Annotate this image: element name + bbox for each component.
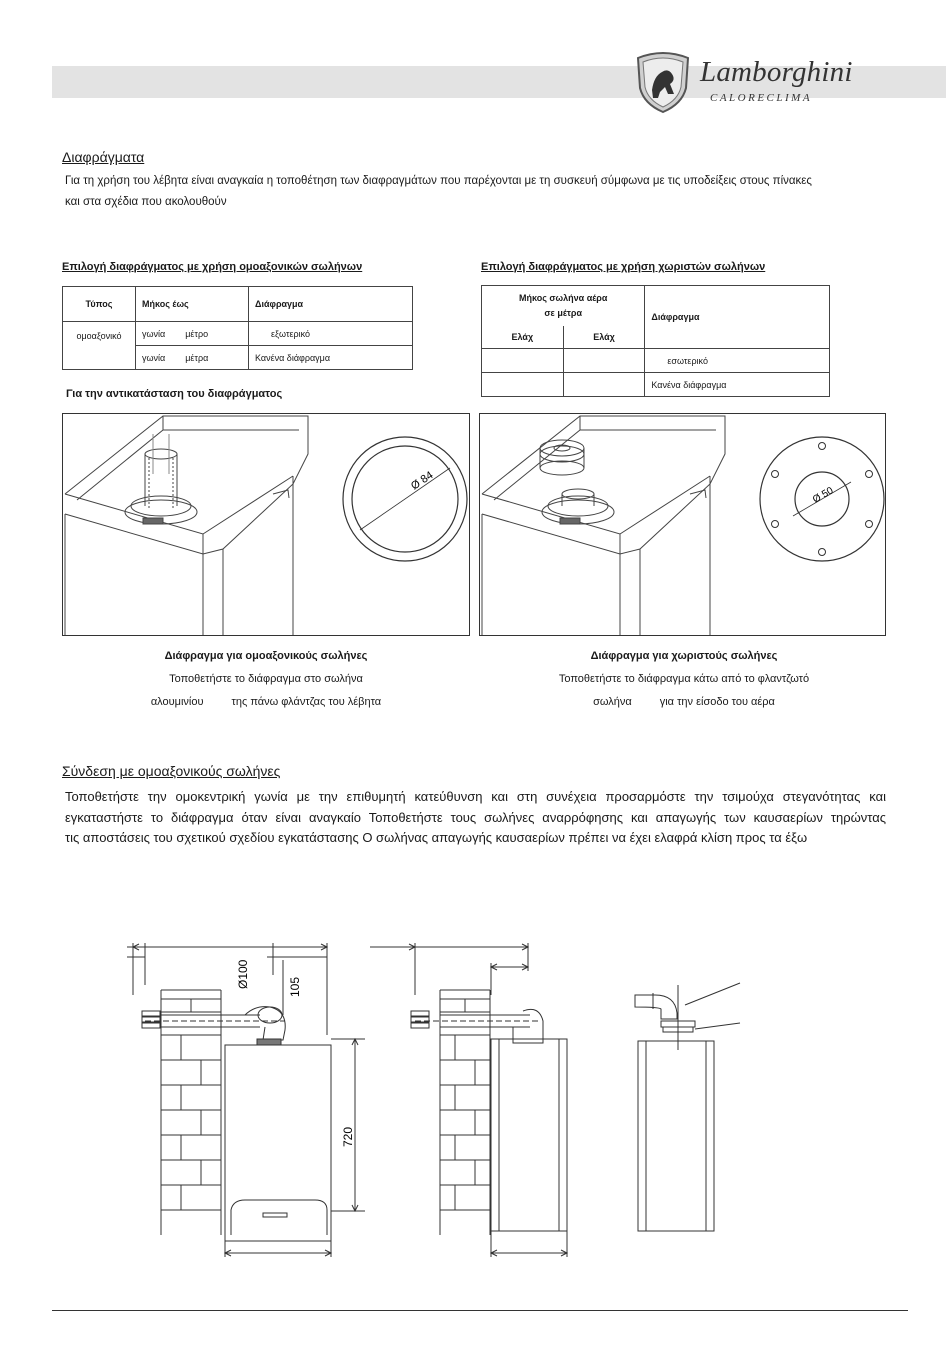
header-diaphragm: Διάφραγμα	[249, 287, 413, 322]
min-cell	[482, 373, 564, 397]
section-intro-text	[65, 171, 905, 213]
min-cell	[482, 349, 564, 373]
brand-wordmark: Lamborghini	[700, 56, 853, 88]
coaxial-connection-text	[65, 787, 886, 849]
header-min-1: Ελάχ	[482, 326, 564, 349]
brand-logo	[632, 50, 882, 114]
table-row	[482, 349, 830, 373]
connection-line-1: Τοποθετήστε την ομοκεντρική γωνία με την επιθυμητή κατεύθυνση και στη συνέχεια προσαρμόστε την τσιμούχα στεγανότητας και	[65, 789, 886, 804]
boiler-height-label: 720	[341, 1126, 355, 1147]
header-air-length	[482, 286, 645, 327]
flue-diameter-label: Ø100	[236, 959, 250, 989]
caption-line	[479, 691, 889, 714]
connection-line-2: εγκαταστήστε το διάφραγμα όταν είναι αναγκαίο Τοποθετήστε τους σωλήνες αναρρόφησης και απαγωγής των καυσαερίων τηρώντας	[65, 809, 886, 825]
separate-figure-caption	[479, 645, 889, 714]
diameter-label-84: Ø 84	[408, 469, 436, 493]
length-cell	[136, 346, 249, 370]
header-diaphragm: Διάφραγμα	[645, 286, 830, 349]
table-row	[482, 373, 830, 397]
caption-line: Τοποθετήστε το διάφραγμα κάτω από το φλαντζωτό	[558, 673, 810, 685]
caption-fragment: σωλήνα	[593, 696, 632, 708]
elbow-label: γωνία	[142, 328, 166, 339]
coaxial-table-title: Επιλογή διαφράγματος με χρήση ομοαξονικών σωλήνων	[62, 261, 363, 273]
separate-table-title: Επιλογή διαφράγματος με χρήση χωριστών σωλήνων	[481, 261, 766, 273]
header-air-length-line1: Μήκος σωλήνα αέρα	[519, 293, 608, 303]
diaphragm-cell: εσωτερικό	[645, 349, 830, 373]
diaphragm-cell: Κανένα διάφραγμα	[645, 373, 830, 397]
caption-fragment: για την είσοδο του αέρα	[659, 696, 775, 708]
elbow-label: γωνία	[142, 352, 166, 363]
footer-divider	[52, 1310, 908, 1311]
header-type: Τύπος	[63, 287, 136, 322]
header-min-2: Ελάχ	[563, 326, 645, 349]
min-cell	[563, 349, 645, 373]
replacement-title: Για την αντικατάσταση του διαφράγματος	[66, 388, 283, 400]
caption-line	[62, 691, 470, 714]
diaphragm-disc-50	[757, 434, 886, 564]
intro-line-1: Για τη χρήση του λέβητα είναι αναγκαία η τοποθέτηση των διαφραγμάτων που παρέχονται με τη συσκευή σύμφωνα με τις υποδείξεις στους πίνακες	[65, 175, 812, 187]
length-cell	[136, 322, 249, 346]
intro-line-2: και στα σχέδια που ακολουθούν	[65, 196, 227, 208]
separate-diaphragm-table	[481, 285, 830, 397]
caption-line: Τοποθετήστε το διάφραγμα στο σωλήνα	[169, 673, 363, 685]
diaphragm-cell: Κανένα διάφραγμα	[249, 346, 413, 370]
side-view-drawing	[370, 943, 567, 1257]
table-row	[63, 322, 413, 346]
separate-diaphragm-figure	[479, 413, 886, 636]
diaphragm-ring-84	[340, 434, 470, 564]
axis-height-label: 105	[288, 976, 302, 997]
section-title-coaxial-connection: Σύνδεση με ομοαξονικούς σωλήνες	[62, 763, 281, 779]
caption-title-text: Διάφραγμα για ομοαξονικούς σωλήνες	[164, 650, 368, 662]
header-length: Μήκος έως	[136, 287, 249, 322]
min-cell	[563, 373, 645, 397]
separate-flue-view-drawing	[635, 983, 740, 1231]
type-value: ομοαξονικό	[63, 322, 136, 370]
coaxial-diaphragm-figure	[62, 413, 470, 636]
brand-subtitle: CALORECLIMA	[710, 92, 813, 104]
front-view-drawing	[127, 943, 365, 1257]
coaxial-figure-caption	[62, 645, 470, 714]
installation-drawings	[115, 935, 775, 1265]
caption-fragment: αλουμινίου	[150, 696, 204, 708]
header-air-length-line2: σε μέτρα	[544, 308, 583, 318]
caption-fragment: της πάνω φλάντζας του λέβητα	[231, 696, 382, 708]
table-header-row	[63, 287, 413, 322]
caption-title	[479, 645, 889, 668]
section-title-diaphragms: Διαφράγματα	[62, 149, 145, 165]
connection-line-3: τις αποστάσεις του σχετικού σχεδίου εγκατάστασης Ο σωλήνας απαγωγής καυσαερίων πρέπει να έχει ελαφρά κλίση προς τα έξω	[65, 830, 808, 845]
diameter-label-50: Ø 50	[811, 485, 836, 506]
unit-label: μέτρο	[185, 328, 209, 339]
diaphragm-cell: εξωτερικό	[249, 322, 413, 346]
shield-logo-icon	[632, 50, 694, 114]
unit-label: μέτρα	[185, 352, 209, 363]
caption-title-text: Διάφραγμα για χωριστούς σωλήνες	[590, 650, 778, 662]
caption-title	[62, 645, 470, 668]
table-header-row	[482, 286, 830, 327]
coaxial-diaphragm-table	[62, 286, 413, 370]
